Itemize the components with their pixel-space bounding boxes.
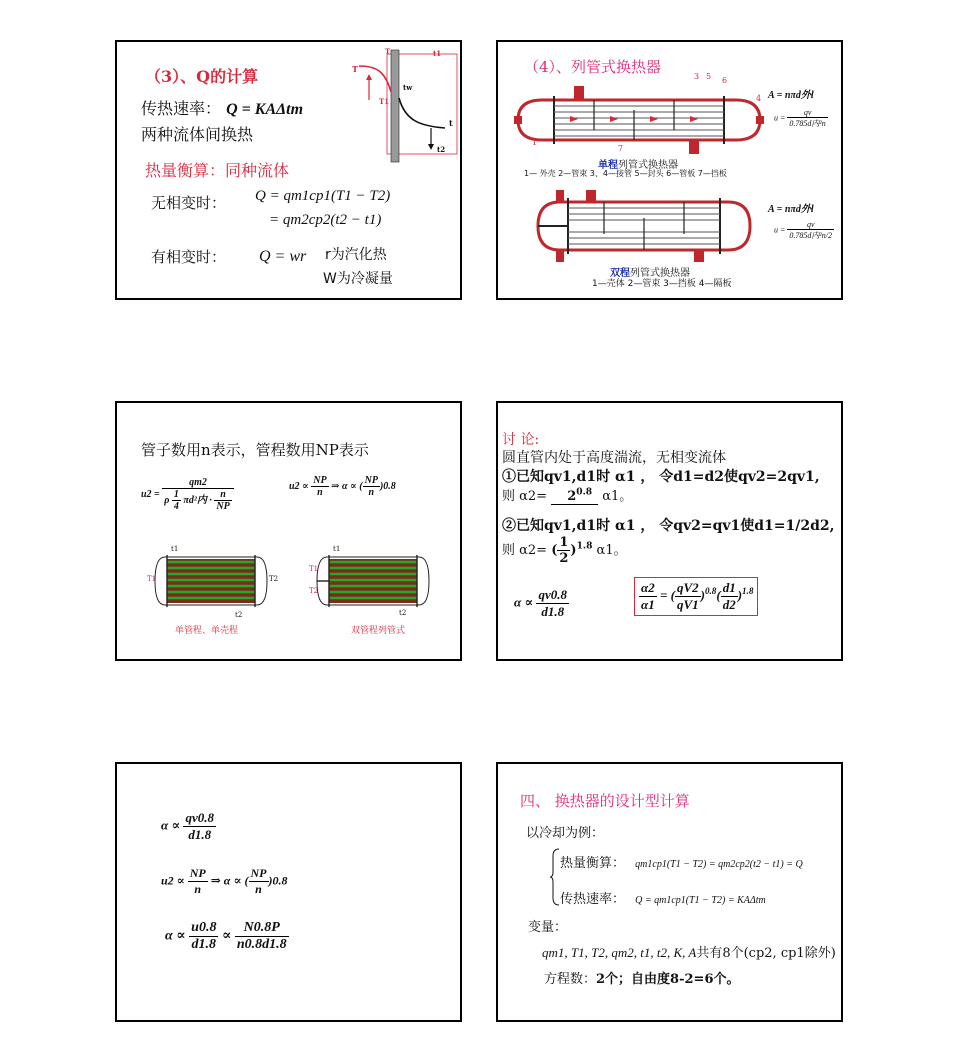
slide6-heat-row bbox=[560, 852, 803, 871]
part-number-3: 3 bbox=[694, 72, 700, 81]
slide3-u2-num: qm2 bbox=[162, 477, 233, 489]
equation-brace bbox=[550, 848, 560, 906]
slide4-box-f2 bbox=[721, 580, 738, 613]
double-tube-pass-illustration bbox=[317, 551, 429, 611]
slide4-line3-val: 2 bbox=[567, 489, 577, 504]
slide6-heat-label: 热量衡算： bbox=[560, 856, 626, 871]
slide2-caption2-bold: 双程 bbox=[610, 268, 630, 279]
slide4-title: 讨 论: bbox=[502, 432, 540, 448]
slide5-eq2-exp: )0.8 bbox=[268, 873, 288, 888]
slide5-eq1-lhs: α ∝ bbox=[161, 817, 181, 833]
slide4-box-f1-num: qV2 bbox=[676, 580, 699, 595]
double-pass-exchanger-drawing bbox=[534, 190, 754, 262]
slide1-rate-formula: Q = KAΔtm bbox=[226, 101, 304, 118]
temperature-profile-diagram bbox=[349, 48, 459, 166]
ex-right-t2: t2 bbox=[399, 609, 407, 617]
slide6-equations-row bbox=[544, 968, 740, 987]
slide3-quarter-den: 4 bbox=[173, 501, 179, 512]
slide2-u2-den: 0.785d内²n/2 bbox=[789, 231, 833, 240]
slide6-example: 以冷却为例： bbox=[526, 826, 605, 841]
slide3-caption-right: 双管程列管式 bbox=[351, 626, 406, 636]
slide3-prop-num: NP bbox=[313, 475, 327, 486]
slide2-formula-u2 bbox=[774, 220, 834, 241]
slide-design-calculation bbox=[496, 762, 843, 1022]
slide5-eq2-frac2 bbox=[249, 866, 269, 897]
slide6-variables-label: 变量： bbox=[528, 920, 568, 935]
slide4-line5-post: α1。 bbox=[596, 543, 627, 558]
double-pass-nozzle-tube-in bbox=[556, 190, 564, 202]
tube-wall bbox=[391, 50, 399, 162]
single-pass-tube-bundle bbox=[554, 106, 724, 136]
slide6-rate-label: 传热速率： bbox=[560, 892, 626, 907]
slide6-equations-label: 方程数： bbox=[544, 972, 597, 987]
slide1-eq2: = qm2cp2(t2 − t1) bbox=[269, 212, 382, 228]
slide5-eq1 bbox=[161, 810, 216, 843]
slide3-u2-frac bbox=[162, 477, 233, 512]
slide5-eq3-num: u0.8 bbox=[191, 920, 217, 935]
slide5-eq2-lhs: u2 ∝ bbox=[161, 873, 185, 888]
slide5-eq2 bbox=[161, 866, 288, 897]
slide4-box-f1-den: qV1 bbox=[676, 597, 699, 612]
slide5-eq1-den: d1.8 bbox=[188, 827, 212, 842]
slide2-caption1-bold: 单程 bbox=[598, 160, 618, 171]
slide3-prop-den2: n bbox=[368, 487, 375, 498]
slide4-line5-exp: 1.8 bbox=[576, 540, 593, 552]
slide3-quarter-num: 1 bbox=[173, 489, 179, 500]
slide2-u1-frac bbox=[787, 108, 827, 129]
slide6-equations-text: 2个；自由度8-2=6个。 bbox=[596, 972, 740, 987]
slide5-eq3-num2: N0.8P bbox=[235, 920, 289, 937]
slide4-line3-value bbox=[551, 486, 598, 505]
slide3-nnp-den: NP bbox=[216, 501, 230, 512]
part-number-5: 5 bbox=[706, 72, 712, 81]
hot-fluid-curve bbox=[359, 66, 391, 92]
slide2-caption2-rest: 列管式换热器 bbox=[630, 268, 690, 279]
slide4-box-e1: 0.8 bbox=[704, 586, 717, 597]
slide2-u1-den: 0.785d内²n bbox=[789, 119, 826, 128]
slide1-rate-label: 传热速率： bbox=[141, 99, 222, 118]
slide3-u2-eq bbox=[141, 477, 234, 512]
label-t1-top: t1 bbox=[433, 49, 442, 58]
label-T-left: T bbox=[352, 64, 358, 74]
single-pass-nozzle-top bbox=[574, 86, 584, 100]
cold-fluid-curve bbox=[399, 98, 445, 128]
slide5-eq3-frac2 bbox=[235, 920, 289, 953]
slide4-line5-num: 1 bbox=[559, 535, 569, 550]
slide4-box-f2-den: d2 bbox=[722, 597, 736, 612]
slide3-title: 管子数用n表示，管程数用NP表示 bbox=[141, 441, 369, 459]
slide1-title: （3）、Q的计算 bbox=[145, 67, 259, 86]
slide4-line3 bbox=[502, 485, 632, 504]
slide3-u2-lhs: u2 = bbox=[141, 488, 160, 500]
slide2-title: （4）、列管式换热器 bbox=[524, 58, 662, 76]
slide5-eq3-den2: n0.8d1.8 bbox=[236, 937, 287, 952]
slide5-eq3-frac1 bbox=[189, 920, 218, 953]
double-pass-nozzle-top bbox=[586, 190, 596, 202]
part-number-7: 7 bbox=[618, 144, 624, 153]
slide2-u1-num: qv bbox=[787, 108, 827, 118]
slide2-formula-u1 bbox=[774, 108, 828, 129]
slide4-box-e2: 1.8 bbox=[742, 586, 754, 597]
slide5-eq3-mid: ∝ bbox=[221, 928, 232, 944]
ex-right-t1: t1 bbox=[333, 545, 341, 553]
tube-lines-right bbox=[329, 562, 417, 598]
slide1-phase-label: 有相变时： bbox=[151, 248, 227, 266]
slide-tube-count bbox=[115, 401, 462, 661]
label-t-right: t bbox=[449, 118, 453, 128]
slide3-prop-eq bbox=[289, 475, 396, 498]
slide4-ratio-box: $\frac{\alpha 2}{\alpha 1}$ = ( $\frac{qV2}{qV1}$ )$^{0.8}$( $\frac{d1}{d2}$ )$^{1.8}$ bbox=[634, 577, 758, 616]
slide5-eq1-frac bbox=[183, 810, 216, 843]
label-tw: tw bbox=[403, 83, 413, 92]
slide2-legend1: 1— 外壳 2—管束 3、4—接管 5—封头 6—管板 7—挡板 bbox=[524, 169, 727, 178]
slide5-eq2-num2: NP bbox=[250, 866, 267, 880]
slide4-box-f1 bbox=[675, 580, 701, 613]
slide2-caption1-rest: 列管式换热器 bbox=[618, 160, 678, 171]
slide6-variables-count: 共有8个(cp2, cp1除外) bbox=[696, 946, 836, 961]
single-pass-nozzle-right bbox=[756, 116, 764, 124]
slide2-u2-num: qv bbox=[787, 220, 834, 230]
slide6-rate-eq: Q = qm1cp1(T1 − T2) = KAΔtm bbox=[635, 895, 766, 906]
slide3-u2-den-rest: πd²内 · bbox=[183, 494, 212, 506]
slide5-eq1-num: qv0.8 bbox=[185, 810, 214, 825]
slide3-prop-frac2 bbox=[363, 475, 380, 498]
slide4-prop-num: qv0.8 bbox=[538, 587, 567, 602]
slide5-eq2-frac1 bbox=[188, 866, 208, 897]
ex-right-T1: T1 bbox=[309, 565, 319, 573]
slide1-note-w: W为冷凝量 bbox=[323, 271, 393, 287]
ex-left-t1: t1 bbox=[171, 545, 179, 553]
slide6-variables-row bbox=[542, 942, 836, 961]
slide4-line5-den: 2 bbox=[559, 551, 569, 566]
double-pass-nozzle-tube-out bbox=[556, 250, 564, 262]
slide5-eq2-num: NP bbox=[189, 866, 206, 880]
single-pass-nozzle-bottom bbox=[689, 140, 699, 154]
slide3-u2-den-nnp bbox=[214, 489, 231, 512]
slide4-prop-den: d1.8 bbox=[541, 604, 565, 619]
slide5-eq2-den: n bbox=[194, 882, 202, 896]
slide5-eq3-den: d1.8 bbox=[191, 937, 217, 952]
slide4-line4: ②已知qv1,d1时 α1 ， 令qv2=qv1使d1=1/2d2, bbox=[502, 518, 835, 534]
slide1-heading: 热量衡算：同种流体 bbox=[145, 161, 290, 180]
slide3-u2-den bbox=[162, 489, 233, 512]
slide3-prop-arrow: ⇒ α ∝ ( bbox=[331, 480, 363, 492]
single-pass-nozzle-left bbox=[514, 116, 522, 124]
slide4-box-lhs-num: α2 bbox=[641, 580, 655, 595]
label-T-top: T bbox=[385, 47, 391, 56]
slide2-formula-a1: A = nπd外l bbox=[768, 90, 814, 101]
slide-shell-tube-exchanger bbox=[496, 40, 843, 300]
slide1-note-r: r为汽化热 bbox=[325, 247, 387, 263]
slide1-eq3: Q = wr bbox=[259, 248, 307, 265]
slide2-u2-lhs: u = bbox=[774, 225, 786, 235]
slide4-line5: 则 α2= ( $\frac{1}{2}$ )$^{1.8}$ α1。 bbox=[502, 535, 627, 566]
slide-q-calculation bbox=[115, 40, 462, 300]
ex-right-T2: T2 bbox=[309, 587, 319, 595]
slide1-eq1: Q = qm1cp1(T1 − T2) bbox=[255, 188, 391, 204]
slide4-line5-pre: 则 α2= bbox=[502, 543, 548, 558]
slide3-nnp-num: n bbox=[214, 489, 231, 501]
slide2-u2-frac bbox=[787, 220, 834, 241]
part-number-1: 1 bbox=[532, 138, 538, 147]
slide3-prop-frac1 bbox=[311, 475, 328, 498]
slide4-box-lhs-den: α1 bbox=[641, 597, 655, 612]
slide4-line3-exp: 0.8 bbox=[576, 486, 593, 498]
slide4-box-f2-num: d1 bbox=[722, 580, 736, 595]
ex-left-T2: T2 bbox=[269, 575, 279, 583]
slide2-formula-a2: A = nπd外l bbox=[768, 204, 814, 215]
slide4-line5-frac bbox=[557, 535, 570, 566]
slide3-prop-num2: NP bbox=[364, 475, 378, 486]
slide2-legend2: 1—壳体 2—管束 3—挡板 4—隔板 bbox=[592, 279, 732, 289]
slide6-heat-eq: qm1cp1(T1 − T2) = qm2cp2(t2 − t1) = Q bbox=[635, 859, 803, 870]
slide3-prop-exp: )0.8 bbox=[379, 480, 396, 492]
slide1-no-phase-label: 无相变时： bbox=[151, 194, 227, 212]
label-t2: t2 bbox=[437, 145, 446, 154]
slide3-caption-left: 单管程、单壳程 bbox=[175, 626, 239, 636]
tube-lines-left bbox=[167, 562, 255, 598]
slide1-rate-line bbox=[141, 96, 303, 119]
slide4-line1: 圆直管内处于高度湍流，无相变流体 bbox=[502, 450, 726, 466]
slide4-line3-post: α1。 bbox=[602, 489, 633, 504]
slide1-line2: 两种流体间换热 bbox=[141, 125, 254, 144]
slide5-eq2-mid: ⇒ α ∝ ( bbox=[210, 873, 249, 888]
ex-left-T1: T1 bbox=[147, 575, 157, 583]
part-number-4: 4 bbox=[756, 94, 762, 103]
single-pass-exchanger-drawing bbox=[514, 76, 764, 162]
slide3-prop-den: n bbox=[317, 487, 323, 498]
slide4-line3-pre: 则 α2= bbox=[502, 489, 548, 504]
double-pass-nozzle-bottom bbox=[694, 250, 704, 262]
slide3-prop-lhs: u2 ∝ bbox=[289, 480, 309, 492]
slide4-line2: ①已知qv1,d1时 α1 ， 令d1=d2使qv2=2qv1, bbox=[502, 469, 820, 485]
slide4-prop-lhs: α ∝ bbox=[514, 594, 534, 610]
slide4-prop bbox=[514, 587, 569, 620]
label-T1: T1 bbox=[379, 97, 390, 106]
double-pass-baffles bbox=[604, 202, 684, 250]
slide5-eq3 bbox=[165, 920, 289, 953]
slide6-title: 四、 换热器的设计型计算 bbox=[520, 792, 690, 810]
slide6-rate-row bbox=[560, 888, 766, 907]
slide4-box-lhs bbox=[639, 580, 657, 613]
single-tube-pass-illustration bbox=[155, 551, 267, 611]
slide3-u2-den-quarter bbox=[172, 489, 181, 512]
ex-left-t2: t2 bbox=[235, 611, 243, 619]
slide5-eq3-lhs: α ∝ bbox=[165, 928, 186, 944]
slide-proportionality bbox=[115, 762, 462, 1022]
slide6-variables-list: qm1, T1, T2, qm2, t1, t2, K, A bbox=[542, 945, 697, 960]
slide5-eq2-den2: n bbox=[255, 882, 262, 896]
slide4-prop-frac bbox=[536, 587, 569, 620]
slide2-u1-lhs: u = bbox=[774, 113, 786, 123]
slide-discussion bbox=[496, 401, 843, 661]
hot-arrow-head bbox=[366, 74, 372, 80]
slide3-u2-den-rho: ρ bbox=[164, 494, 170, 506]
part-number-6: 6 bbox=[722, 76, 728, 85]
cold-arrow-head bbox=[428, 144, 434, 150]
